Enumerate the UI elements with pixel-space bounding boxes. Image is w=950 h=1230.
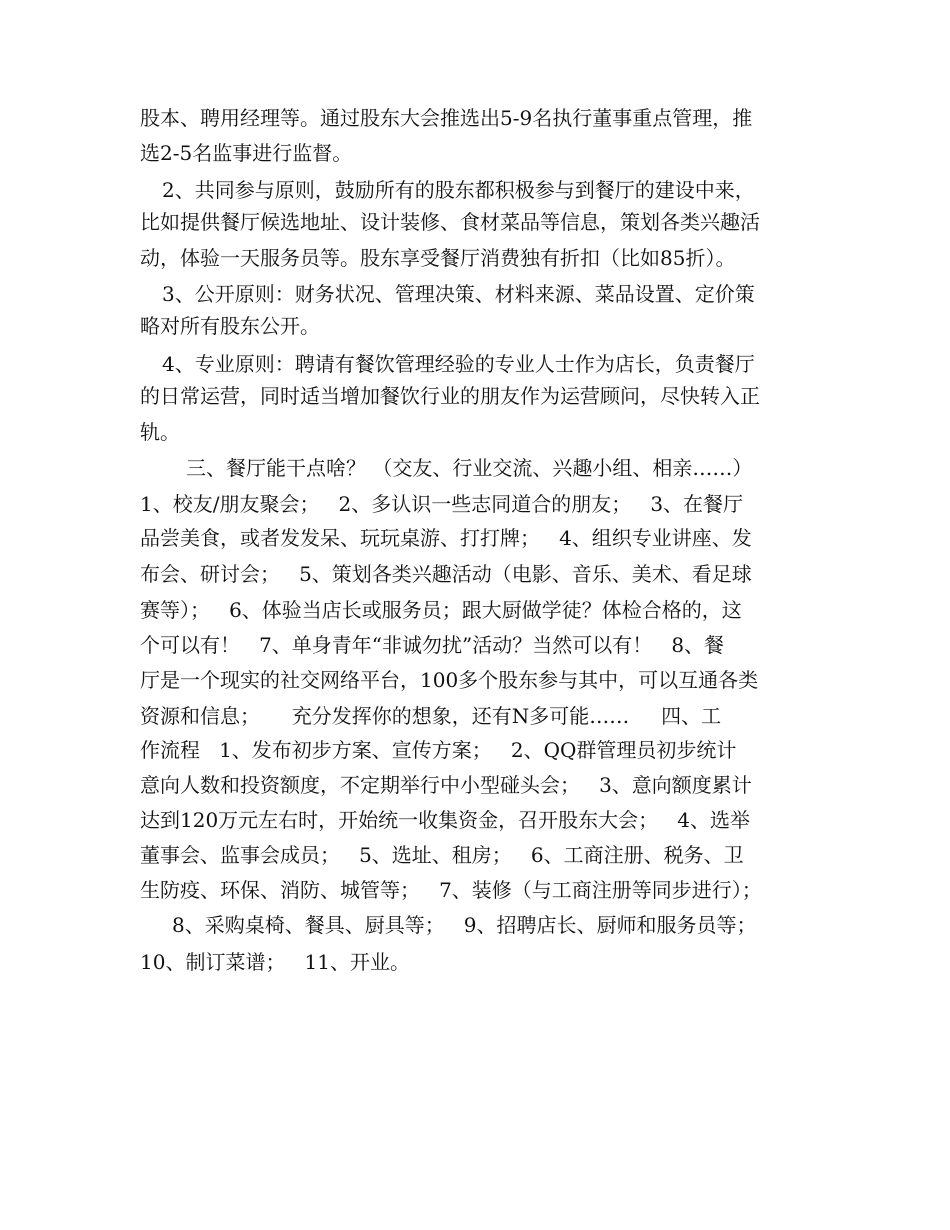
text-line: 4、专业原则：聘请有餐饮管理经验的专业人士作为店长，负责餐厅: [162, 352, 755, 376]
text-line: 股本、聘用经理等。通过股东大会推选出5-9名执行董事重点管理，推: [140, 106, 753, 130]
text-line: 的日常运营，同时适当增加餐饮行业的朋友作为运营顾问，尽快转入正: [140, 384, 760, 408]
text-line: 董事会、监事会成员； 5、选址、租房； 6、工商注册、税务、卫: [140, 843, 744, 867]
text-line: 达到120万元左右时，开始统一收集资金，召开股东大会； 4、选举: [140, 808, 750, 832]
text-line: 品尝美食，或者发发呆、玩玩桌游、打打牌； 4、组织专业讲座、发: [140, 526, 752, 550]
text-line: 生防疫、环保、消防、城管等； 7、装修（与工商注册等同步进行）；: [140, 878, 762, 902]
text-line: 个可以有！ 7、单身青年“非诚勿扰”活动？当然可以有！ 8、餐: [140, 633, 725, 657]
text-line: 10、制订菜谱； 11、开业。: [140, 950, 410, 974]
text-line: 意向人数和投资额度，不定期举行中小型碰头会； 3、意向额度累计: [140, 773, 752, 797]
text-line: 3、公开原则：财务状况、管理决策、材料来源、菜品设置、定价策: [162, 282, 755, 306]
text-line: 8、采购桌椅、餐具、厨具等； 9、招聘店长、厨师和服务员等；: [172, 913, 757, 937]
text-line: 轨。: [140, 420, 180, 444]
text-line: 厅是一个现实的社交网络平台，100多个股东参与其中，可以互通各类: [140, 668, 759, 692]
text-line: 比如提供餐厅候选地址、设计装修、食材菜品等信息，策划各类兴趣活: [140, 210, 760, 234]
text-line: 作流程 1、发布初步方案、宣传方案； 2、QQ群管理员初步统计: [140, 738, 737, 762]
text-line: 1、校友/朋友聚会； 2、多认识一些志同道合的朋友； 3、在餐厅: [140, 492, 744, 516]
text-line: 资源和信息； 充分发挥你的想象，还有N多可能…… 四、工: [140, 704, 722, 728]
text-line: 布会、研讨会； 5、策划各类兴趣活动（电影、音乐、美术、看足球: [140, 562, 752, 586]
text-line: 三、餐厅能干点啥？ （交友、行业交流、兴趣小组、相亲……）: [186, 456, 753, 480]
text-line: 选2-5名监事进行监督。: [140, 141, 353, 165]
text-line: 略对所有股东公开。: [140, 314, 320, 338]
text-line: 动，体验一天服务员等。股东享受餐厅消费独有折扣（比如85折）。: [140, 246, 736, 270]
text-line: 赛等）； 6、体验当店长或服务员；跟大厨做学徒？体检合格的，这: [140, 598, 742, 622]
text-line: 2、共同参与原则，鼓励所有的股东都积极参与到餐厅的建设中来，: [162, 178, 755, 202]
